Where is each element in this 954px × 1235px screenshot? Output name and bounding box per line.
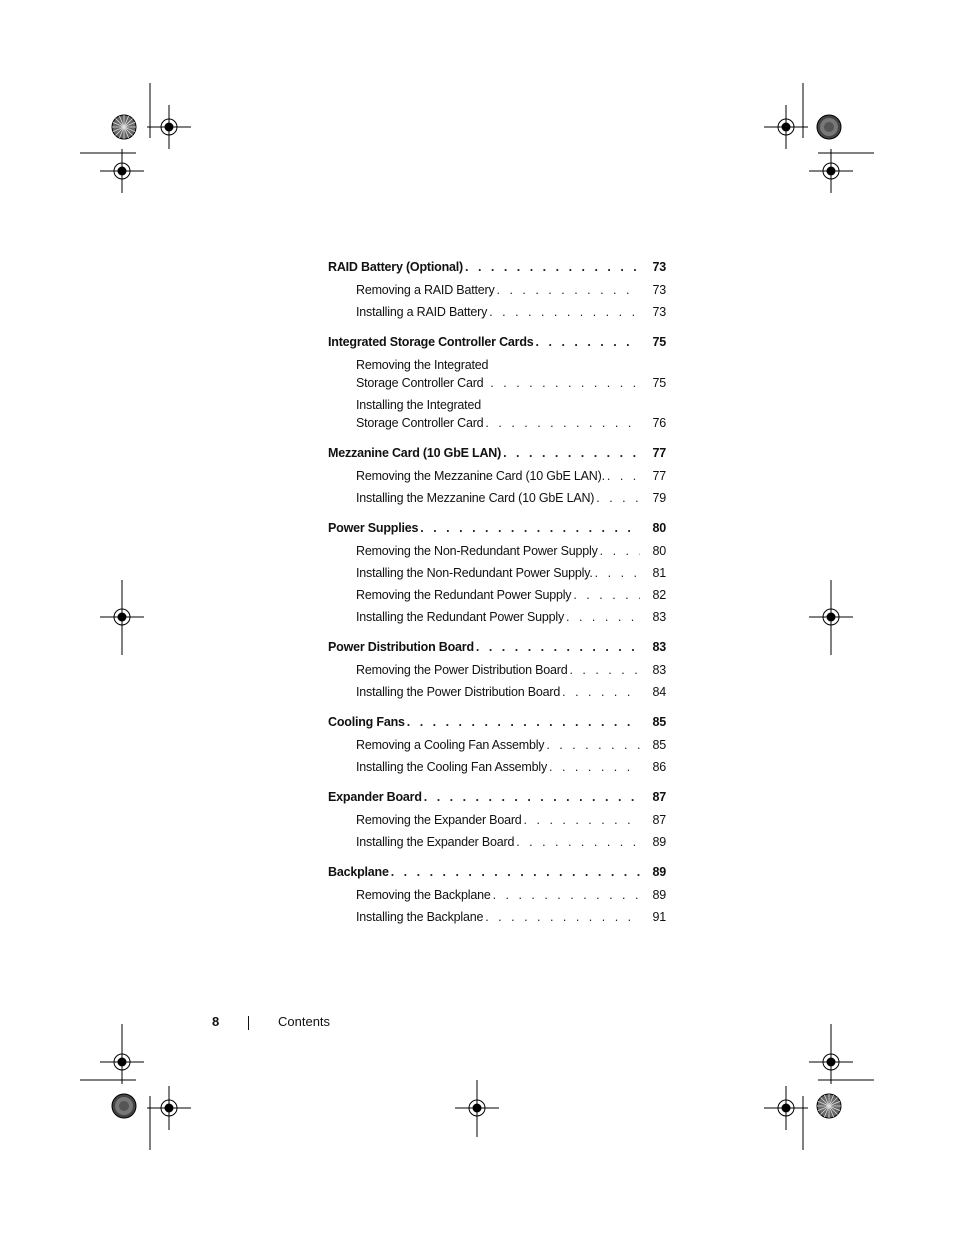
toc-heading-title: Power Supplies (328, 521, 419, 535)
toc-entry-title: Removing a Cooling Fan Assembly (356, 738, 545, 752)
toc-page-number: 82 (652, 588, 666, 602)
toc-page-number: 85 (652, 715, 666, 729)
toc-page-number: 76 (652, 416, 666, 430)
toc-page-number: 87 (652, 790, 666, 804)
toc-entry-title: Installing the Mezzanine Card (10 GbE LAN) (356, 491, 595, 505)
toc-heading[interactable] (328, 333, 666, 351)
toc-heading[interactable] (328, 444, 666, 462)
toc-entry-title: Removing the Integrated Storage Controller Card (356, 358, 489, 390)
toc-entry[interactable] (328, 303, 666, 321)
toc-section (328, 258, 666, 321)
dot-leader (493, 886, 640, 904)
toc-entry-title: Installing the Integrated Storage Controller Card (356, 398, 484, 430)
toc-heading[interactable] (328, 863, 666, 881)
dot-leader (546, 736, 640, 754)
toc-page-number: 81 (652, 566, 666, 580)
footer-divider (248, 1016, 249, 1030)
dot-leader (424, 788, 640, 806)
toc-entry-title: Removing the Non-Redundant Power Supply (356, 544, 598, 558)
dot-leader (549, 758, 640, 776)
dot-leader (485, 414, 640, 432)
toc-heading[interactable] (328, 519, 666, 537)
dot-leader (420, 519, 640, 537)
dot-leader (595, 564, 640, 582)
toc-heading-title: Expander Board (328, 790, 422, 804)
toc-entry[interactable] (328, 661, 666, 679)
toc-entry-title: Installing the Power Distribution Board (356, 685, 561, 699)
toc-entry-title: Installing the Redundant Power Supply (356, 610, 565, 624)
dot-leader (516, 833, 640, 851)
toc-heading-title: Integrated Storage Controller Cards (328, 335, 534, 349)
toc-section (328, 713, 666, 776)
toc-heading-title: Mezzanine Card (10 GbE LAN) (328, 446, 502, 460)
dot-leader (600, 542, 640, 560)
toc-entry[interactable] (328, 736, 666, 754)
dot-leader (524, 811, 640, 829)
toc-heading-title: Power Distribution Board (328, 640, 474, 654)
toc-page-number: 83 (652, 663, 666, 677)
toc-entry[interactable] (328, 586, 666, 604)
toc-page-number: 84 (652, 685, 666, 699)
toc-heading[interactable] (328, 788, 666, 806)
toc-heading-title: Cooling Fans (328, 715, 405, 729)
toc-page-number: 77 (652, 469, 666, 483)
toc-entry[interactable] (328, 489, 666, 507)
toc-section (328, 333, 666, 432)
toc-page-number: 79 (652, 491, 666, 505)
dot-leader (489, 303, 640, 321)
toc-heading-title: RAID Battery (Optional) (328, 260, 463, 274)
toc-entry-title: Installing the Backplane (356, 910, 484, 924)
toc-entry-title: Removing the Power Distribution Board (356, 663, 568, 677)
toc-page-number: 80 (652, 521, 666, 535)
toc-section (328, 444, 666, 507)
table-of-contents (328, 258, 666, 938)
toc-entry[interactable] (328, 683, 666, 701)
page-number: 8 (212, 1014, 220, 1029)
toc-page-number: 77 (652, 446, 666, 460)
dot-leader (490, 374, 640, 392)
toc-entry-title: Removing a RAID Battery (356, 283, 495, 297)
dot-leader (407, 713, 640, 731)
dot-leader (536, 333, 640, 351)
toc-entry[interactable] (328, 758, 666, 776)
toc-page-number: 89 (652, 888, 666, 902)
dot-leader (503, 444, 640, 462)
toc-page-number: 91 (652, 910, 666, 924)
toc-entry[interactable] (328, 564, 666, 582)
toc-page-number: 83 (652, 610, 666, 624)
toc-entry[interactable] (328, 467, 666, 485)
toc-page-number: 89 (652, 865, 666, 879)
toc-page-number: 86 (652, 760, 666, 774)
toc-page-number: 85 (652, 738, 666, 752)
toc-entry-title: Removing the Expander Board (356, 813, 522, 827)
dot-leader (497, 281, 640, 299)
toc-heading[interactable] (328, 638, 666, 656)
toc-section (328, 863, 666, 926)
toc-section (328, 638, 666, 701)
toc-entry[interactable] (328, 281, 666, 299)
dot-leader (569, 661, 640, 679)
dot-leader (607, 467, 640, 485)
toc-entry[interactable] (328, 542, 666, 560)
dot-leader (573, 586, 640, 604)
toc-entry-title: Installing the Non-Redundant Power Supply. (356, 566, 593, 580)
toc-heading-title: Backplane (328, 865, 389, 879)
toc-page-number: 87 (652, 813, 666, 827)
dot-leader (566, 608, 640, 626)
toc-entry-title: Installing the Cooling Fan Assembly (356, 760, 548, 774)
toc-entry[interactable] (328, 886, 666, 904)
toc-entry-title: Removing the Redundant Power Supply (356, 588, 572, 602)
toc-page-number: 73 (652, 305, 666, 319)
dot-leader (596, 489, 640, 507)
toc-section (328, 519, 666, 626)
dot-leader (391, 863, 640, 881)
toc-entry-title: Removing the Mezzanine Card (10 GbE LAN). (356, 469, 605, 483)
dot-leader (476, 638, 640, 656)
toc-page-number: 80 (652, 544, 666, 558)
toc-entry[interactable] (328, 356, 666, 392)
toc-page-number: 83 (652, 640, 666, 654)
toc-entry[interactable] (328, 908, 666, 926)
toc-page-number: 89 (652, 835, 666, 849)
toc-entry-title: Installing the Expander Board (356, 835, 515, 849)
toc-entry-title: Installing a RAID Battery (356, 305, 488, 319)
toc-entry[interactable] (328, 608, 666, 626)
toc-heading[interactable] (328, 258, 666, 276)
toc-entry[interactable] (328, 396, 666, 432)
toc-page-number: 73 (652, 260, 666, 274)
toc-entry[interactable] (328, 811, 666, 829)
dot-leader (485, 908, 640, 926)
dot-leader (465, 258, 640, 276)
toc-heading[interactable] (328, 713, 666, 731)
toc-page-number: 75 (652, 335, 666, 349)
footer-title: Contents (278, 1014, 331, 1029)
toc-page-number: 75 (652, 376, 666, 390)
toc-section (328, 788, 666, 851)
toc-entry-title: Removing the Backplane (356, 888, 491, 902)
dot-leader (562, 683, 640, 701)
toc-page-number: 73 (652, 283, 666, 297)
toc-entry[interactable] (328, 833, 666, 851)
